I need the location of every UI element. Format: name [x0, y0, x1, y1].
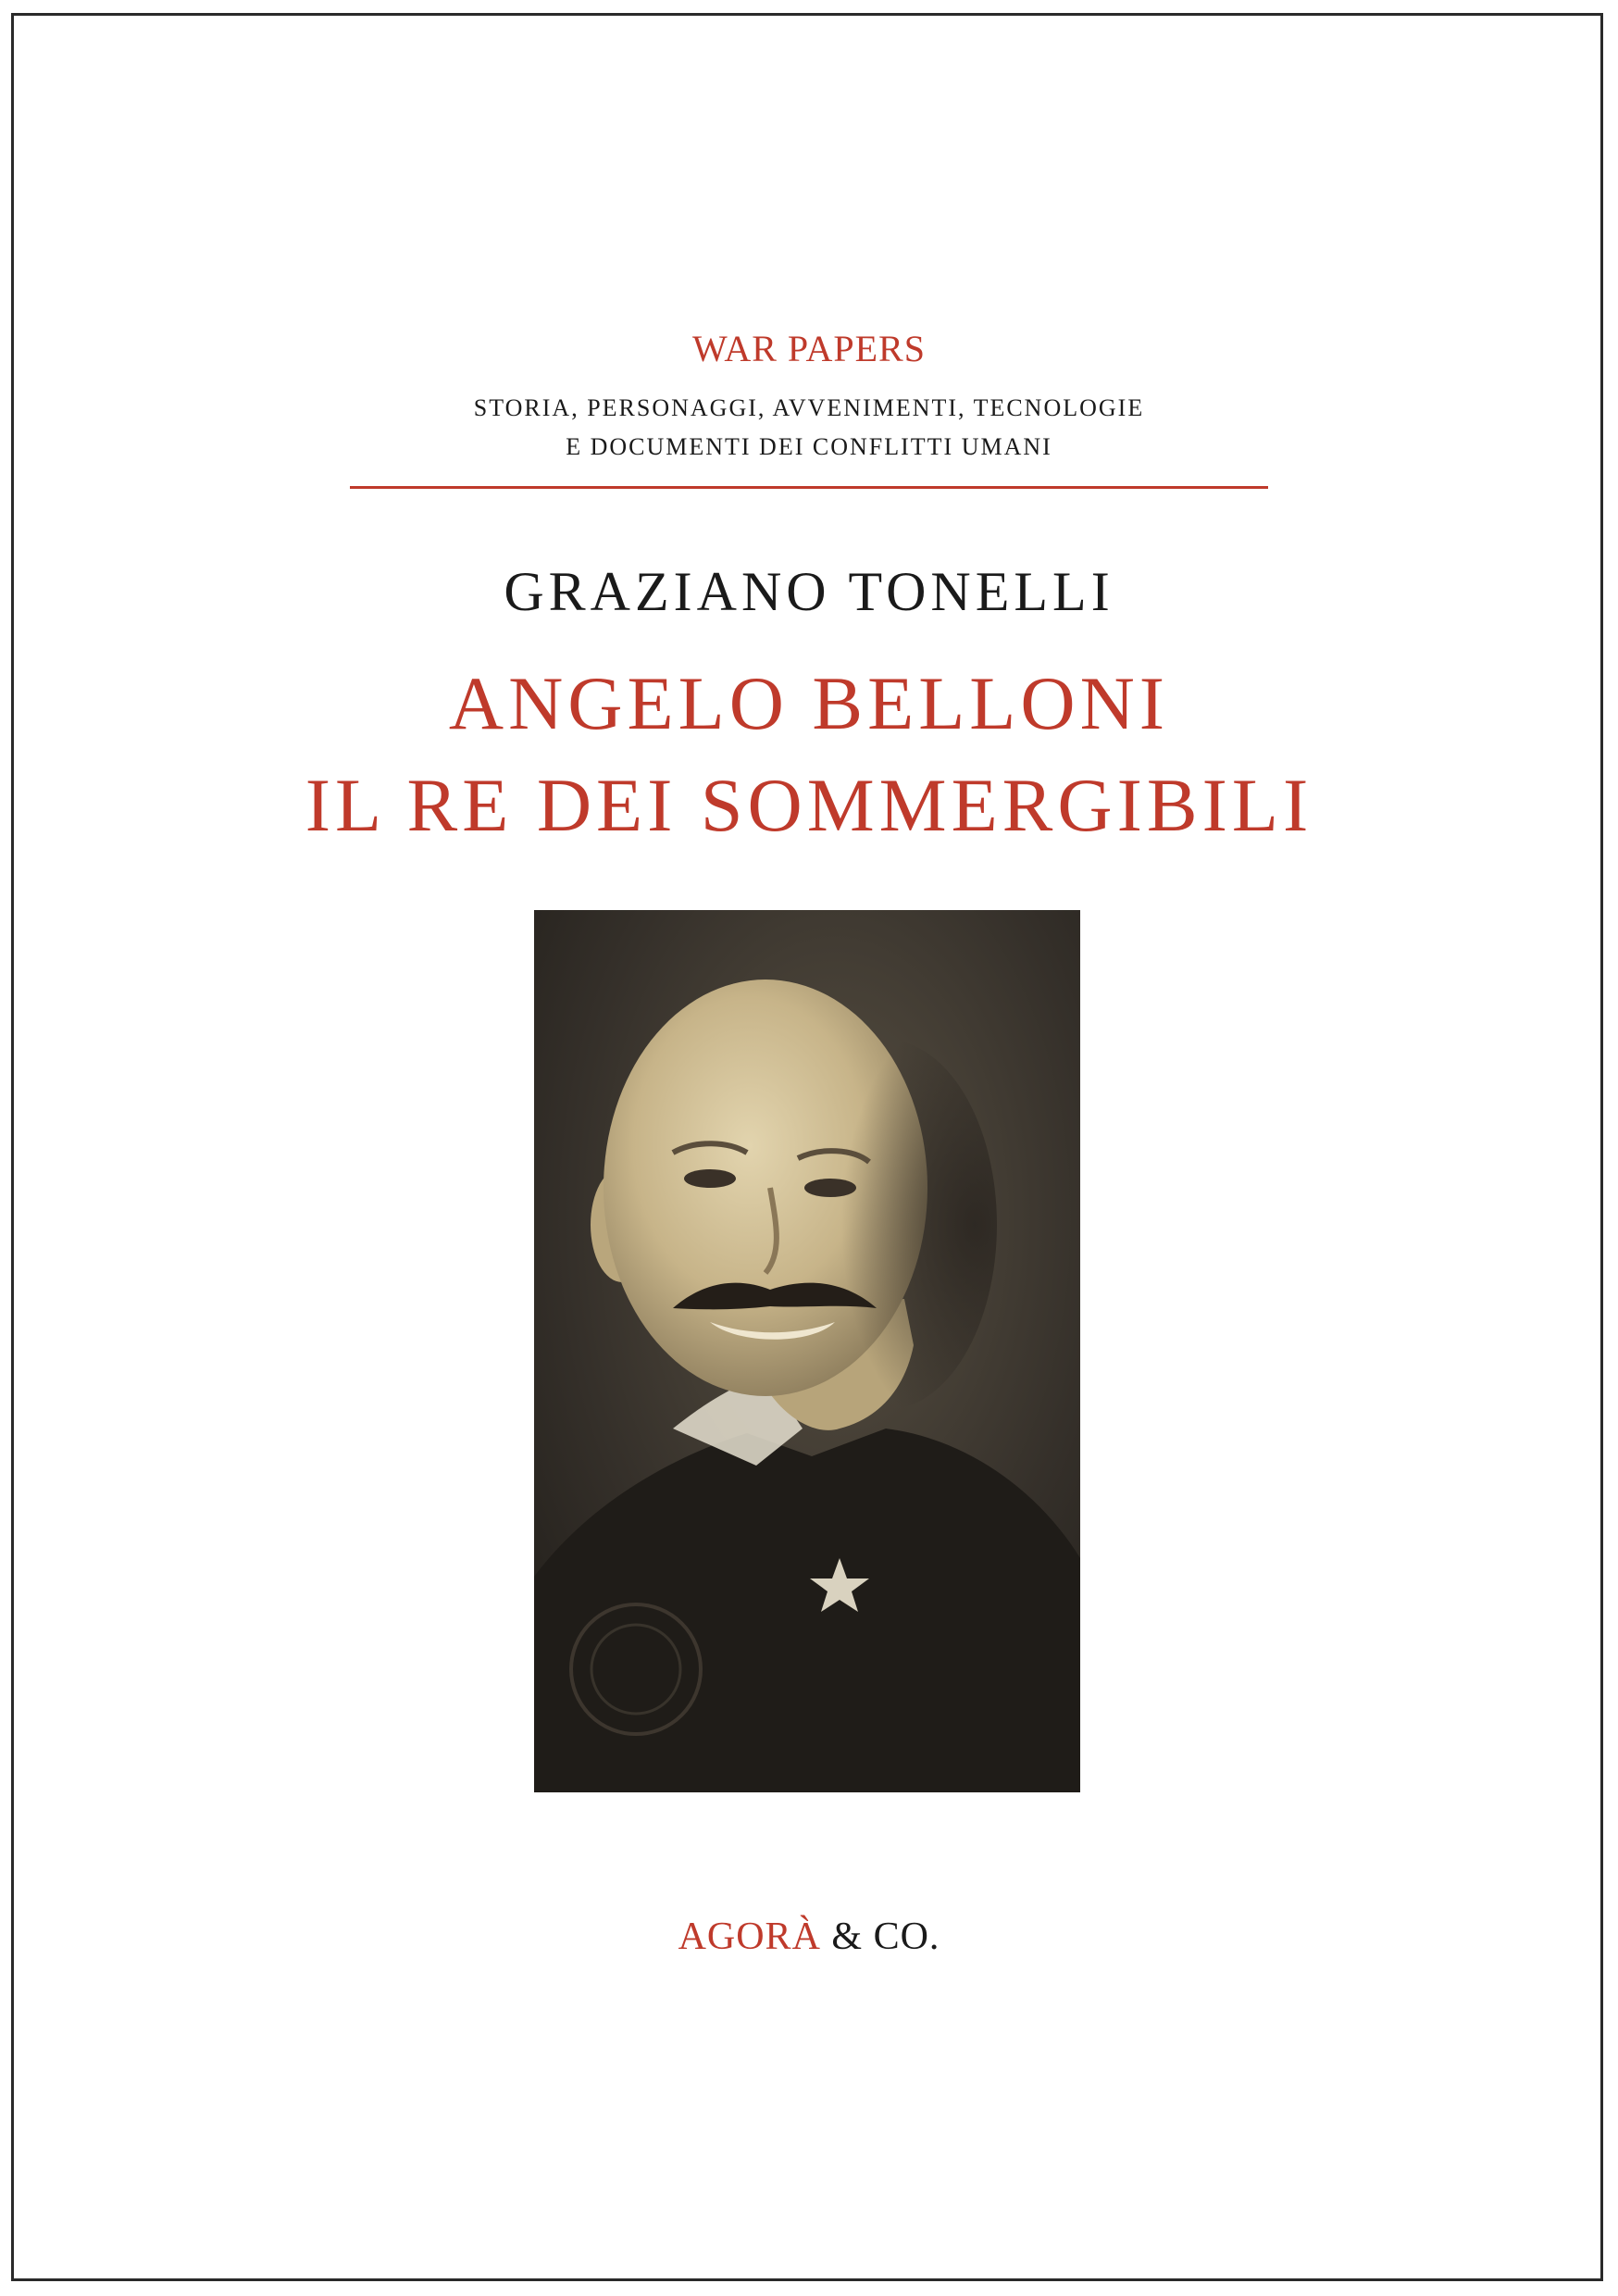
divider-rule: [350, 486, 1268, 489]
portrait-photo: [534, 910, 1080, 1792]
book-title-line2: IL RE DEI SOMMERGIBILI: [305, 763, 1313, 847]
book-title-line1: ANGELO BELLONI: [448, 661, 1170, 745]
publisher-name-black: & CO.: [820, 1915, 940, 1958]
publisher-name: [0, 1913, 1618, 1961]
author-name: GRAZIANO TONELLI: [504, 561, 1114, 622]
series-name: WAR PAPERS: [692, 328, 926, 369]
series-subtitle-line2: E DOCUMENTI DEI CONFLITTI UMANI: [566, 433, 1052, 460]
publisher-name-red: AGORÀ: [678, 1915, 821, 1958]
series-subtitle-line1: STORIA, PERSONAGGI, AVVENIMENTI, TECNOLOGIE: [473, 394, 1145, 421]
